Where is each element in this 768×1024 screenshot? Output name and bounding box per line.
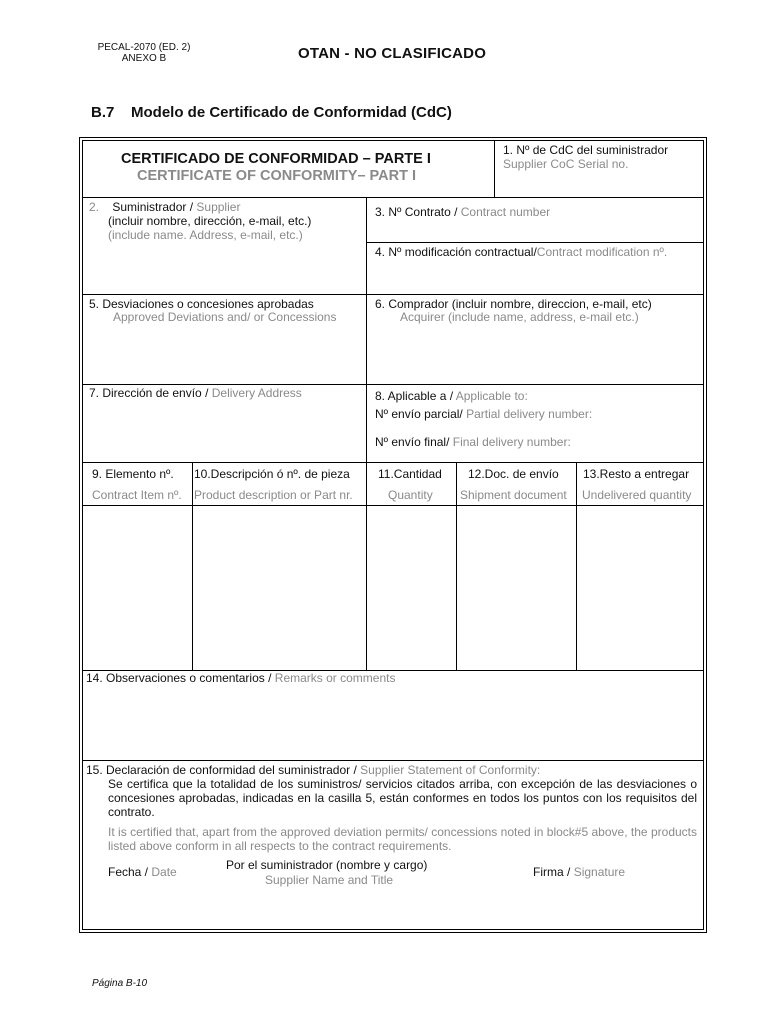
field-15-label-es: 15. Declaración de conformidad del suministrador / (86, 763, 357, 777)
field-3-label (375, 205, 550, 219)
column-header-item: 9. Elemento nº. (92, 467, 174, 481)
grid-line (456, 462, 457, 670)
field-2-label (89, 200, 240, 214)
grid-line (366, 242, 704, 243)
document-code-line: PECAL-2070 (ED. 2) (97, 42, 191, 53)
field-1-label: 1. Nº de CdC del suministrador (503, 143, 669, 157)
column-header-undelivered: 13.Resto a entregar (583, 467, 690, 481)
field-4-label-es: 4. Nº modificación contractual/ (375, 245, 537, 259)
grid-line (82, 384, 704, 385)
grid-line (82, 760, 704, 761)
grid-line (82, 505, 704, 506)
grid-line (192, 462, 193, 670)
field-3-label-en: Contract number (460, 205, 551, 219)
field-8-label-es: 8. Aplicable a / (375, 389, 454, 403)
signature-field-label (533, 865, 625, 879)
date-label: Fecha / (108, 865, 149, 879)
field-2-label-en: Supplier (196, 200, 241, 214)
date-label-en: Date (151, 865, 177, 879)
field-5-label-en: Approved Deviations and/ or Concessions (113, 310, 337, 324)
partial-delivery-label-en: Partial delivery number: (466, 407, 593, 421)
final-delivery-label: Nº envío final/ (375, 435, 450, 449)
column-header-quantity: 11.Cantidad (378, 467, 442, 481)
field-7-label-es: 7. Dirección de envío / (89, 386, 209, 400)
column-header-shipment-doc: 12.Doc. de envío (468, 467, 559, 481)
signature-label-en: Signature (573, 865, 626, 879)
column-header-description-en: Product description or Part nr. (194, 488, 353, 502)
column-header-quantity-en: Quantity (388, 488, 433, 502)
field-15-label (86, 763, 540, 777)
field-2-number: 2. (89, 200, 100, 214)
field-6-label-en: Acquirer (include name, address, e-mail etc.) (400, 310, 639, 324)
field-4-label (375, 245, 667, 259)
grid-line (366, 197, 367, 463)
field-14-label-en: Remarks or comments (274, 671, 396, 685)
field-5-label: 5. Desviaciones o concesiones aprobadas (89, 297, 314, 311)
column-header-item-en: Contract Item nº. (92, 488, 182, 502)
section-title-text: Modelo de Certificado de Conformidad (CdC) (131, 104, 452, 121)
column-header-undelivered-en: Undelivered quantity (582, 488, 692, 502)
field-3-label-es: 3. Nº Contrato / (375, 205, 458, 219)
field-2-line-2: (incluir nombre, dirección, e-mail, etc.) (108, 214, 312, 228)
grid-line (576, 462, 577, 670)
field-8-final-delivery (375, 435, 571, 449)
column-header-shipment-doc-en: Shipment document (460, 488, 567, 502)
field-8-label (375, 389, 528, 403)
document-code (88, 42, 200, 64)
field-14-label-es: 14. Observaciones o comentarios / (86, 671, 272, 685)
signature-label: Firma / (533, 865, 571, 879)
field-15-label-en: Supplier Statement of Conformity: (360, 763, 541, 777)
supplier-name-label-en: Supplier Name and Title (265, 873, 394, 887)
field-8-partial-delivery (375, 407, 592, 421)
section-title (91, 104, 452, 121)
form-title-english: CERTIFICATE OF CONFORMITY– PART I (137, 168, 416, 184)
column-header-description: 10.Descripción ó nº. de pieza (194, 467, 350, 481)
form-title: CERTIFICADO DE CONFORMIDAD – PARTE I (121, 151, 431, 167)
grid-line (494, 140, 495, 197)
grid-line (82, 197, 704, 198)
field-2-label-es: Suministrador / (112, 200, 194, 214)
field-2-line-3: (include name. Address, e-mail, etc.) (108, 228, 303, 242)
date-field-label (108, 865, 177, 879)
grid-line (366, 462, 367, 670)
page-number: Página B-10 (92, 978, 148, 989)
grid-line (82, 294, 704, 295)
partial-delivery-label: Nº envío parcial/ (375, 407, 463, 421)
classification-header: OTAN - NO CLASIFICADO (298, 45, 487, 62)
conformity-statement-es: Se certifica que la totalidad de los suministros/ servicios citados arriba, con excepción de las desviaciones o concesiones aprobadas, indicadas en la casilla 5, están conformes en todos los puntos con los requisitos del contrato. (108, 777, 697, 819)
section-number: B.7 (91, 104, 115, 121)
conformity-statement-en: It is certified that, apart from the approved deviation permits/ concessions noted in block#5 above, the products listed above conform in all respects to the contract requirements. (108, 825, 697, 853)
field-1-label-en: Supplier CoC Serial no. (503, 157, 629, 171)
supplier-name-label: Por el suministrador (nombre y cargo) (226, 858, 428, 872)
field-4-label-en: Contract modification nº. (536, 245, 668, 259)
grid-line (82, 462, 704, 463)
field-7-label (89, 386, 302, 400)
final-delivery-label-en: Final delivery number: (452, 435, 571, 449)
field-14-label (86, 671, 395, 685)
field-6-label: 6. Comprador (incluir nombre, direccion, e-mail, etc) (375, 297, 652, 311)
field-8-label-en: Applicable to: (455, 389, 528, 403)
field-7-label-en: Delivery Address (211, 386, 302, 400)
annex-label: ANEXO B (121, 53, 167, 64)
